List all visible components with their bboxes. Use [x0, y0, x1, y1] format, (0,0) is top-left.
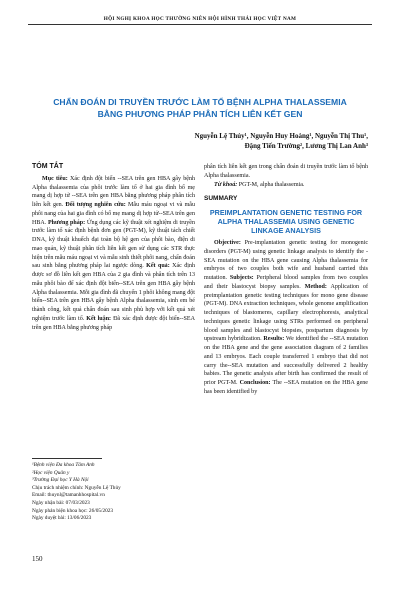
conclusion-vi-label: Kết luận: [84, 315, 112, 322]
subjects-en-label: Subjects: [227, 275, 254, 281]
keywords-vi [204, 181, 368, 190]
authors-line-2: Đặng Tiến Trường², Lương Thị Lan Anh³ [244, 142, 368, 150]
method-en-text: Application of preimplantation genetic testing techniques for mono gene disease (PGT-M). DNA extraction techniques, whole genome amplification techniques of blastomeres, capillary electrophoresis, analytical techniques genetic linkage using STRs performed on peripheral blood samples and blastocyst biopsies, postpartum diagnosis by upstream hybridization. [204, 283, 368, 343]
footnote-corresponding-author: Chịu trách nhiệm chính: Nguyễn Lệ Thủy [32, 484, 121, 491]
summary-heading: SUMMARY [204, 195, 238, 203]
abstract-vi-paragraph [32, 175, 195, 333]
abstract-en-paragraph [204, 239, 368, 397]
conclusion-vi-text: Đã xác định được đột biến--SEA trên gen HBA bằng phương pháp [32, 315, 195, 331]
footnote-affiliation-2: ²Học viện Quân y [32, 469, 70, 476]
article-title [28, 96, 372, 120]
footnote-affiliation-3: ³Trường Đại học Y Hà Nội [32, 477, 89, 484]
footnote-affiliation-1: ¹Bệnh viện Đa khoa Tâm Anh [32, 462, 95, 468]
page-number: 150 [32, 555, 43, 563]
results-en-label: Results: [261, 336, 285, 343]
method-en-label: Method: [300, 283, 327, 290]
conclusion-en-label: Conclusion: [237, 380, 271, 386]
subjects-en-text: Peripheral blood samples from two couples and their blastocyst biopsy samples. [204, 275, 368, 290]
right-column [204, 163, 368, 397]
english-title: PREIMPLANTATION GENETIC TESTING FOR ALPHA THALASSEMIA USING GENETIC LINKAGE ANALYSIS [209, 208, 363, 235]
subjects-vi-label: Đối tượng nghiên cứu: [63, 202, 126, 208]
footnote-accepted-date: Ngày duyệt bài: 13/06/2023 [32, 515, 92, 522]
subjects-vi-text: Mẫu máu ngoại vi và mẫu phôi nang của hai gia đình có bố mẹ mang dị hợp tử--SEA trên gen HBA. [32, 202, 195, 226]
abstract-vi-continuation: phân tích liên kết gen trong chẩn đoán di truyền trước làm tổ bệnh Alpha thalassemia. [204, 164, 368, 179]
objective-vi-label: Mục tiêu: [42, 175, 68, 182]
footnote-email: Email: thuynl@tamanhhospital.vn [32, 492, 105, 499]
results-en-text: We identified the --SEA mutation on the HBA gene and the gene association diagram of 2 families and 13 embryos. Each couple transferred 1 embryo that did not carry the--SEA mutation and successfully delivered 2 healthy babies. The genetic analysis after birth has confirmed the result of prior PGT-M. [204, 336, 369, 386]
footnote-review-date: Ngày phản biện khoa học: 26/05/2023 [32, 507, 114, 514]
method-vi-label: Phương pháp: [46, 219, 86, 226]
title-line-1: CHẨN ĐOÁN DI TRUYỀN TRƯỚC LÀM TỔ BỆNH ALPHA THALASSEMIA [53, 97, 347, 107]
abstract-vi-heading: TÓM TẮT [32, 163, 64, 170]
authors-line-1: Nguyễn Lệ Thủy¹, Nguyễn Huy Hoàng¹, Nguyễn Thị Thu¹, [194, 132, 368, 140]
conclusion-en-text: The --SEA mutation on the HBA gene has been identified by [204, 380, 368, 395]
footnotes [32, 462, 121, 523]
author-list [195, 131, 368, 151]
title-line-2: BẰNG PHƯƠNG PHÁP PHÂN TÍCH LIÊN KẾT GEN [97, 109, 303, 119]
method-vi-text: Ứng dụng các kỹ thuật xét nghiệm di truyền trước làm tổ xác định bệnh đơn gen (PGT-M), kỹ thuật tách chiết DNA, kỹ thuật khuếch đại toàn bộ hệ gen của phôi bào, điện di mao quản, kỹ thuật phân tích liên kết gen sử dụng các STR thực hiện trên mẫu máu ngoại vi và mẫu sinh thiết phôi nang, chẩn đoán sau sinh bằng phương pháp lai ngược dòng. [32, 219, 195, 270]
left-column [32, 163, 195, 332]
objective-en-text: Pre-implantation genetic testing for monogenic disorders (PGT-M) using genetic linkage analysis to identify the -SEA mutation on the HBA gene causing Alpha thalassemia for embryos of two couples both wife and husband carried this mutation. [204, 240, 368, 281]
footnote-divider [32, 458, 102, 459]
journal-header: HỘI NGHỊ KHOA HỌC THƯỜNG NIÊN HỘI HÌNH THÁI HỌC VIỆT NAM [28, 16, 372, 25]
footnote-received-date: Ngày nhận bài: 07/03/2023 [32, 499, 90, 506]
results-vi-label: Kết quả: [143, 263, 170, 270]
keywords-vi-label: Từ khoá: [214, 181, 238, 188]
keywords-vi-text: PGT-M, alpha thalassemia. [237, 181, 305, 188]
objective-vi-text: Xác định đột biến --SEA trên gen HBA gây bệnh Alpha thalassemia của phôi trước làm tổ ở hai gia đình bố mẹ mang dị hợp tử --SEA trên gen HBA bằng phương pháp phân tích liên kết gen. [32, 175, 195, 208]
results-vi-text: Xác định được sơ đồ liên kết gen HBA của 2 gia đình và phân tích trên 13 mẫu phôi bào để xác định đột biến--SEA trên gen HBA gây bệnh Alpha thalassemia. Mỗi gia đình đã chuyển 1 phôi không mang đột biến--SEA trên gen HBA gây bệnh Alpha thalassemia, sinh em bé thành công, kết quả chẩn đoán sau sinh phù hợp với kết quả xét nghiệm trước làm tổ. [32, 263, 195, 322]
objective-en-label: Objective: [214, 240, 241, 246]
